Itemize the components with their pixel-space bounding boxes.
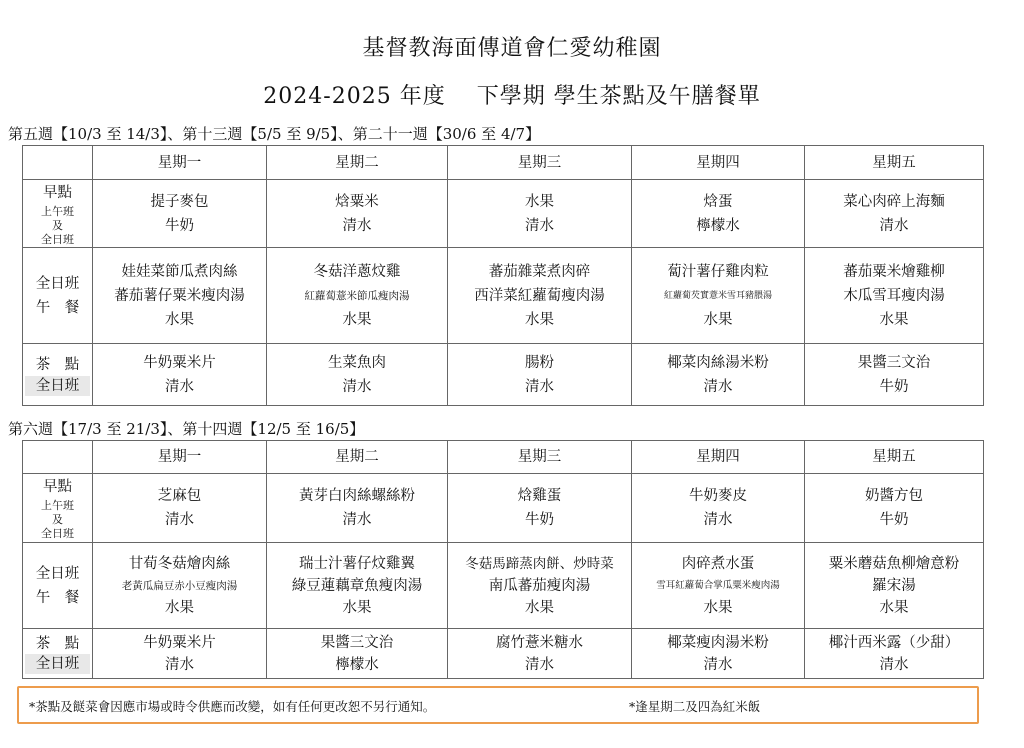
- table-header-row: [23, 441, 984, 474]
- lunch-row: [23, 543, 984, 629]
- menu-cell: 蕃茄粟米燴雞柳 木瓜雪耳瘦肉湯 水果: [805, 248, 984, 344]
- day-header: 星期二: [267, 146, 448, 180]
- week1-menu-table: [22, 145, 984, 406]
- menu-cell: 粟米蘑菇魚柳燴意粉 羅宋湯 水果: [805, 543, 984, 629]
- tea-row: [23, 344, 984, 406]
- menu-cell: 肉碎煮水蛋 雪耳紅蘿蔔合掌瓜粟米瘦肉湯 水果: [632, 543, 805, 629]
- day-header: 星期五: [805, 146, 984, 180]
- table-header-row: [23, 146, 984, 180]
- menu-cell: 果醬三文治 檸檬水: [267, 629, 448, 679]
- menu-cell: 牛奶粟米片 清水: [93, 629, 267, 679]
- menu-cell: 焓雞蛋 牛奶: [448, 474, 632, 543]
- note-red-rice: *逢星期二及四為紅米飯: [629, 699, 761, 714]
- tea-label: 茶 點 全日班: [23, 344, 93, 406]
- tea-label: 茶 點 全日班: [23, 629, 93, 679]
- menu-cell: 娃娃菜節瓜煮肉絲 蕃茄薯仔粟米瘦肉湯 水果: [93, 248, 267, 344]
- menu-cell: 椰菜肉絲湯米粉 清水: [632, 344, 805, 406]
- menu-cell: 冬菇洋蔥炆雞 紅蘿蔔薏米節瓜瘦肉湯 水果: [267, 248, 448, 344]
- breakfast-label: 早點 上午班 及 全日班: [23, 180, 93, 248]
- menu-cell: 水果 清水: [448, 180, 632, 248]
- menu-cell: 腐竹薏米糖水 清水: [448, 629, 632, 679]
- breakfast-row: [23, 180, 984, 248]
- menu-cell: 生菜魚肉 清水: [267, 344, 448, 406]
- menu-cell: 奶醬方包 牛奶: [805, 474, 984, 543]
- menu-cell: 瑞士汁薯仔炆雞翼 綠豆蓮藕章魚瘦肉湯 水果: [267, 543, 448, 629]
- breakfast-row: [23, 474, 984, 543]
- day-header: 星期一: [93, 146, 267, 180]
- note-menu-change: *茶點及餸菜會因應市場或時令供應而改變，如有任何更改恕不另行通知。: [29, 699, 436, 714]
- school-name: 基督教海面傳道會仁愛幼稚園: [362, 36, 662, 61]
- week2-menu-table: [22, 440, 984, 679]
- notes-box: [17, 686, 979, 724]
- menu-cell: 冬菇馬蹄蒸肉餅、炒時菜 南瓜蕃茄瘦肉湯 水果: [448, 543, 632, 629]
- breakfast-label: 早點 上午班 及 全日班: [23, 474, 93, 543]
- menu-cell: 蔔汁薯仔雞肉粒 紅蘿蔔芡實薏米雪耳豬腲湯 水果: [632, 248, 805, 344]
- lunch-label: 全日班 午 餐: [23, 248, 93, 344]
- lunch-row: [23, 248, 984, 344]
- menu-title: 2024-2025 年度 下學期 學生茶點及午膳餐單: [263, 84, 761, 109]
- lunch-label: 全日班 午 餐: [23, 543, 93, 629]
- day-header: 星期三: [448, 441, 632, 474]
- corner-cell: [23, 146, 93, 180]
- menu-cell: 蕃茄雜菜煮肉碎 西洋菜紅蘿蔔瘦肉湯 水果: [448, 248, 632, 344]
- menu-cell: 牛奶粟米片 清水: [93, 344, 267, 406]
- day-header: 星期三: [448, 146, 632, 180]
- day-header: 星期四: [632, 146, 805, 180]
- corner-cell: [23, 441, 93, 474]
- menu-cell: 焓蛋 檸檬水: [632, 180, 805, 248]
- menu-cell: 果醬三文治 牛奶: [805, 344, 984, 406]
- tea-row: [23, 629, 984, 679]
- menu-cell: 黃芽白肉絲螺絲粉 清水: [267, 474, 448, 543]
- menu-cell: 腸粉 清水: [448, 344, 632, 406]
- day-header: 星期一: [93, 441, 267, 474]
- menu-cell: 芝麻包 清水: [93, 474, 267, 543]
- day-header: 星期五: [805, 441, 984, 474]
- menu-cell: 菜心肉碎上海麵 清水: [805, 180, 984, 248]
- day-header: 星期四: [632, 441, 805, 474]
- menu-cell: 甘荀冬菇燴肉絲 老黃瓜扁豆赤小豆瘦肉湯 水果: [93, 543, 267, 629]
- menu-cell: 牛奶麥皮 清水: [632, 474, 805, 543]
- week2-header: 第六週【17/3 至 21/3】、第十四週【12/5 至 16/5】: [8, 420, 365, 438]
- menu-cell: 椰菜瘦肉湯米粉 清水: [632, 629, 805, 679]
- menu-cell: 提子麥包 牛奶: [93, 180, 267, 248]
- week1-header: 第五週【10/3 至 14/3】、第十三週【5/5 至 9/5】、第二十一週【30/6 至 4/7】: [8, 125, 541, 143]
- day-header: 星期二: [267, 441, 448, 474]
- menu-cell: 椰汁西米露（少甜） 清水: [805, 629, 984, 679]
- menu-cell: 焓粟米 清水: [267, 180, 448, 248]
